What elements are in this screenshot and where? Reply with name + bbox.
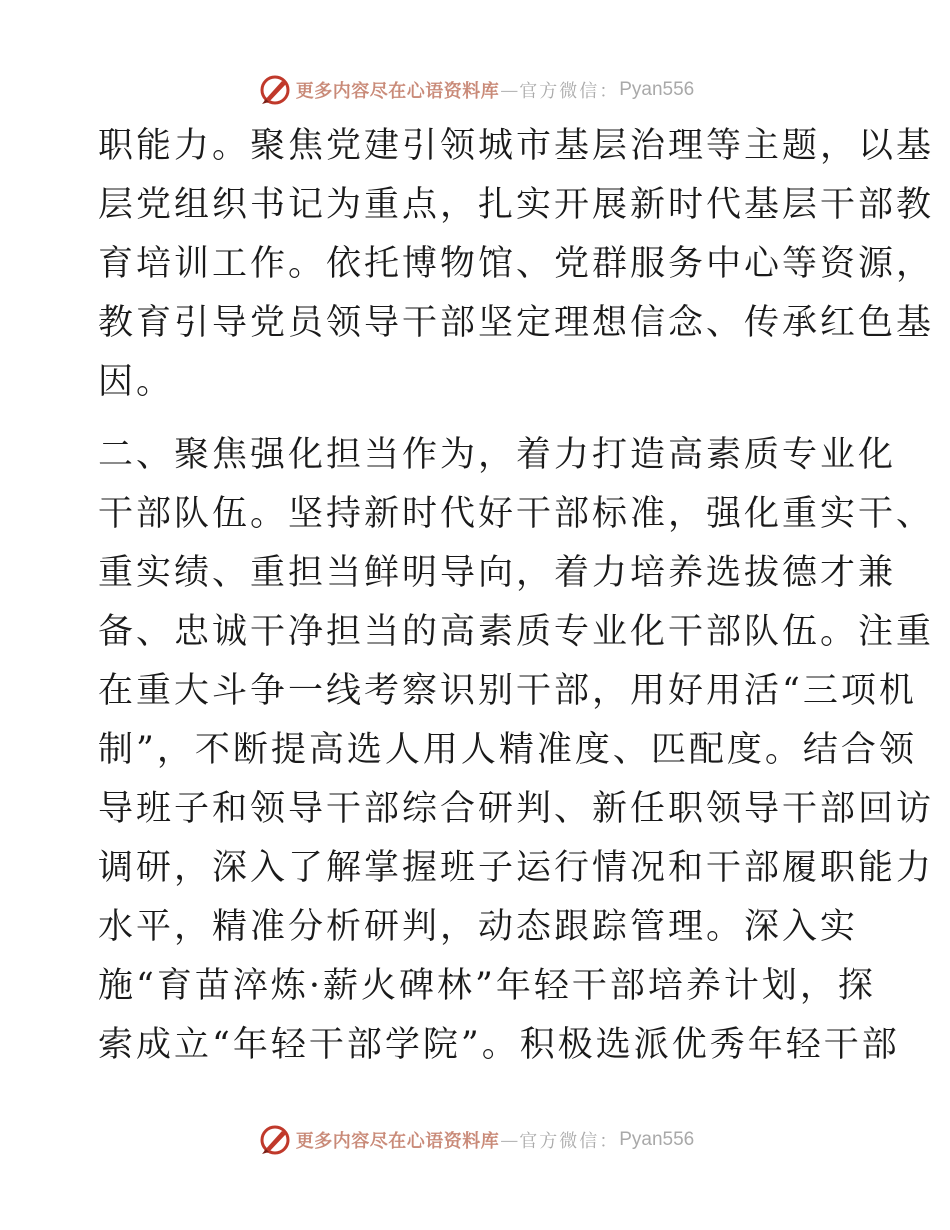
text-line: 施“育苗淬炼·薪火碑林”年轻干部培养计划，探 [98, 966, 876, 1006]
watermark-wechat-label: 官方微信： [519, 1131, 620, 1152]
watermark-wechat-label: 官方微信： [519, 81, 620, 102]
text-line: 育培训工作。依托博物馆、党群服务中心等资源， [98, 244, 935, 284]
text-line: 导班子和领导干部综合研判、新任职领导干部回访 [98, 789, 935, 829]
section-heading-line: 二、聚焦强化担当作为，着力打造高素质专业化 [98, 435, 897, 475]
watermark-wechat-id: Pyan556 [619, 79, 695, 100]
text-line: 干部队伍。坚持新时代好干部标准，强化重实干、 [98, 494, 935, 534]
text-line: 索成立“年轻干部学院”。积极选派优秀年轻干部 [98, 1025, 900, 1065]
pen-circle-logo-icon [256, 71, 294, 109]
text-line: 调研，深入了解掌握班子运行情况和干部履职能力 [98, 848, 935, 888]
text-line: 教育引导党员领导干部坚定理想信念、传承红色基 [98, 303, 935, 343]
text-line: 因。 [98, 362, 175, 402]
watermark-dash: — [500, 1129, 519, 1151]
watermark-site-text: 更多内容尽在心语资料库 [295, 81, 500, 102]
watermark-dash: — [500, 79, 519, 101]
text-line: 职能力。聚焦党建引领城市基层治理等主题，以基 [98, 126, 935, 166]
pen-circle-logo-icon [256, 1121, 294, 1159]
text-line: 在重大斗争一线考察识别干部，用好用活“三项机 [98, 671, 917, 711]
text-line: 备、忠诚干净担当的高素质专业化干部队伍。注重 [98, 612, 935, 652]
text-line: 层党组织书记为重点，扎实开展新时代基层干部教 [98, 185, 935, 225]
text-line: 水平，精准分析研判，动态跟踪管理。深入实 [98, 907, 859, 947]
footer-watermark [0, 1118, 950, 1162]
header-watermark [0, 68, 950, 112]
text-line: 重实绩、重担当鲜明导向，着力培养选拔德才兼 [98, 553, 897, 593]
watermark-site-text: 更多内容尽在心语资料库 [295, 1131, 500, 1152]
text-line: 制”，不断提高选人用人精准度、匹配度。结合领 [98, 730, 917, 770]
watermark-wechat-id: Pyan556 [619, 1129, 695, 1150]
